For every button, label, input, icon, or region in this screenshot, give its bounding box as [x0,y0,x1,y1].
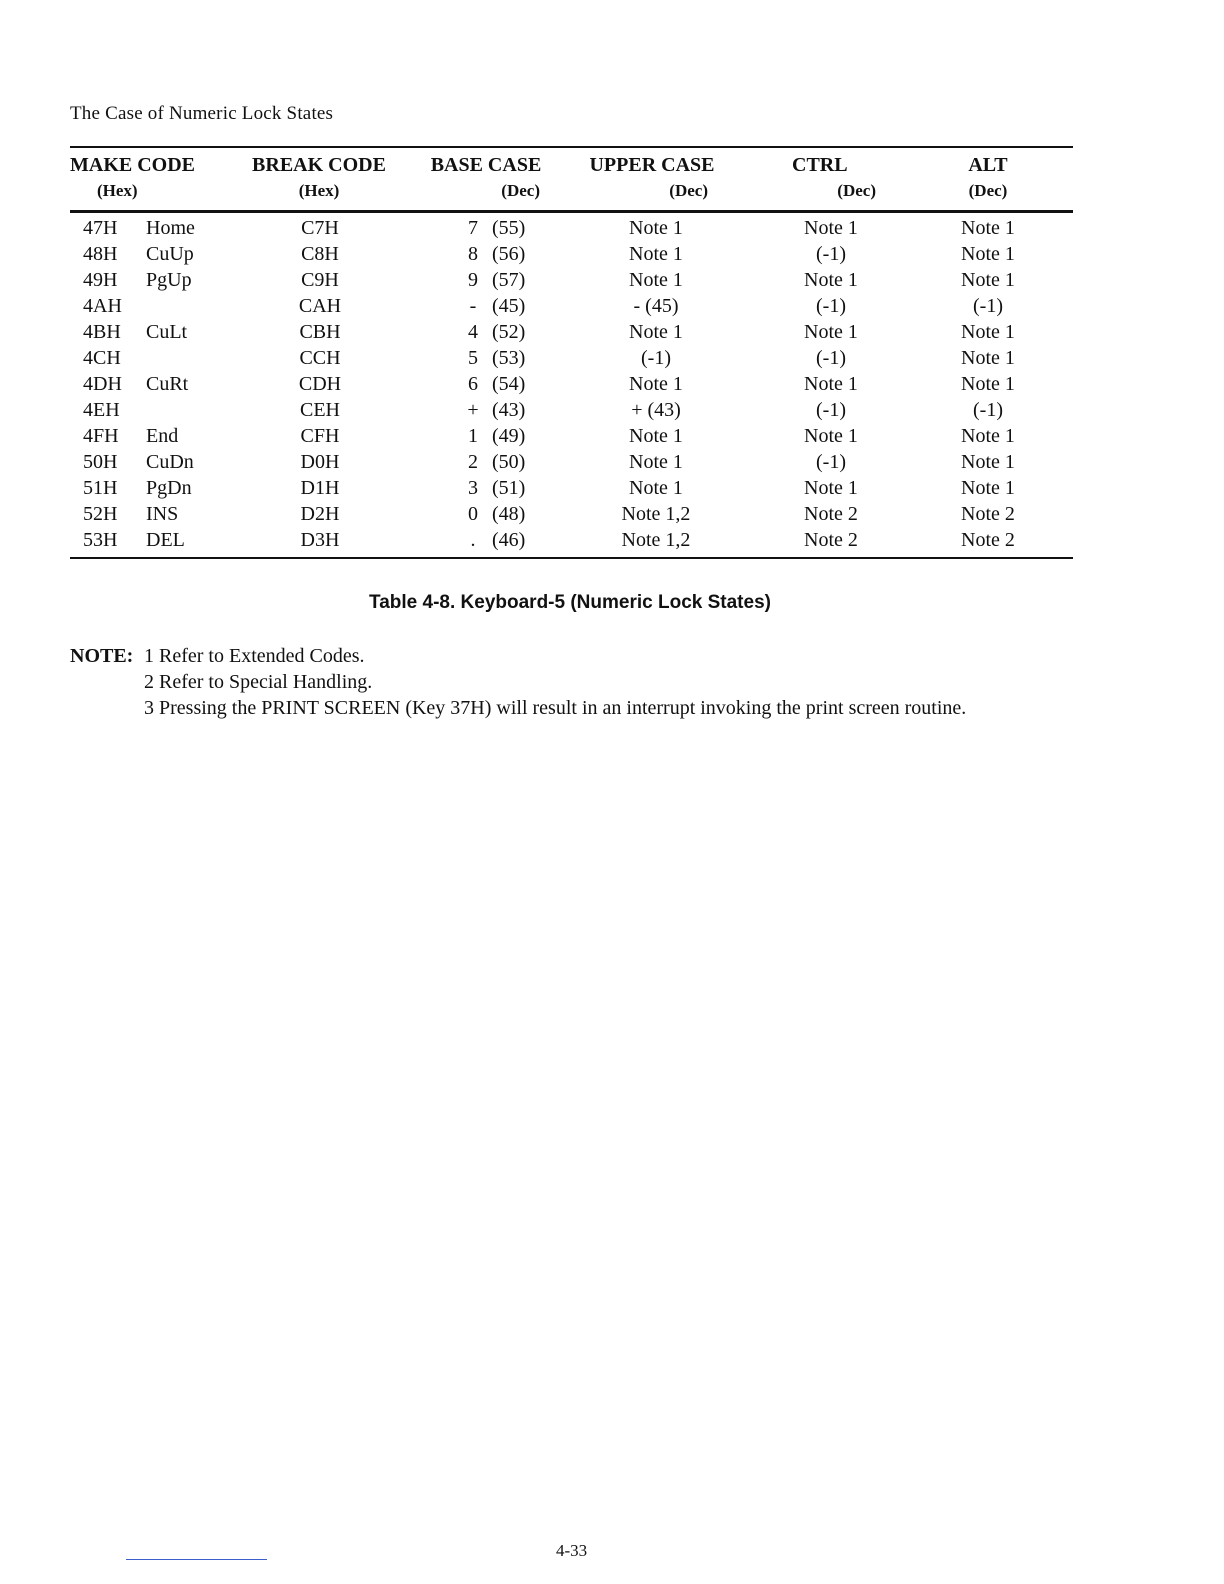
table-cell-brk: CEH [300,399,340,421]
column-header-make-code: MAKE CODE (Hex) [70,154,195,200]
column-header-alt: ALT (Dec) [968,154,1008,200]
table-top-rule [70,146,1073,148]
table-cell-alt: Note 1 [961,217,1015,239]
table-cell-alt: Note 1 [961,373,1015,395]
table-cell-code: 52H [83,503,118,525]
table-cell-code: 4BH [83,321,121,343]
table-cell-upper: Note 1 [629,373,683,395]
table-cell-brk: CBH [299,321,341,343]
table-cell-key: CuDn [146,451,194,473]
table-caption: Table 4-8. Keyboard-5 (Numeric Lock States) [369,592,771,613]
table-cell-ctrl: Note 2 [804,529,858,551]
table-cell-ctrl: (-1) [816,243,846,265]
table-cell-key: CuLt [146,321,188,343]
table-cell-code: 51H [83,477,118,499]
table-cell-code: 48H [83,243,118,265]
table-cell-brk: CAH [298,295,342,317]
column-header-break-code: BREAK CODE (Hex) [252,154,386,200]
column-header-ctrl: CTRL (Dec) [792,154,876,200]
table-cell-base-c: 3 [468,477,478,499]
table-cell-base-v: (53) [492,347,526,369]
note-item: 2 Refer to Special Handling. [144,671,373,693]
table-cell-ctrl: (-1) [816,295,846,317]
table-cell-key: CuRt [146,373,189,395]
table-cell-upper: Note 1 [629,425,683,447]
table-cell-alt: (-1) [973,295,1003,317]
table-cell-ctrl: Note 1 [804,425,858,447]
table-cell-base-c: 5 [468,347,478,369]
table-cell-base-c: + [467,399,479,421]
table-cell-base-v: (50) [492,451,526,473]
table-cell-brk: C7H [301,217,339,239]
table-cell-brk: D0H [300,451,340,473]
table-cell-ctrl: Note 1 [804,477,858,499]
note-item: 1 Refer to Extended Codes. [144,645,365,667]
table-cell-base-c: - [469,295,477,317]
column-header-base-case: BASE CASE (Dec) [430,154,542,200]
table-cell-brk: CDH [298,373,342,395]
table-cell-brk: CFH [300,425,340,447]
table-cell-code: 50H [83,451,118,473]
table-cell-ctrl: (-1) [816,399,846,421]
table-cell-key: PgDn [146,477,192,499]
table-cell-base-c: 4 [468,321,478,343]
table-cell-ctrl: Note 1 [804,269,858,291]
table-cell-key: PgUp [146,269,192,291]
table-cell-key: Home [146,217,195,239]
table-cell-upper: Note 1 [629,477,683,499]
table-cell-base-c: 8 [468,243,478,265]
table-cell-base-c: 9 [468,269,478,291]
table-cell-base-v: (56) [492,243,526,265]
note-item: 3 Pressing the PRINT SCREEN (Key 37H) will result in an interrupt invoking the print screen routine. [144,697,967,719]
table-cell-upper: Note 1,2 [621,529,691,551]
table-cell-upper: Note 1,2 [621,503,691,525]
table-cell-base-v: (45) [492,295,526,317]
table-cell-brk: CCH [299,347,341,369]
table-header-rule [70,210,1073,213]
column-header-upper-case: UPPER CASE (Dec) [589,154,715,200]
table-cell-base-c: 6 [468,373,478,395]
table-cell-ctrl: (-1) [816,451,846,473]
table-cell-code: 4DH [83,373,122,395]
table-cell-code: 4FH [83,425,119,447]
table-cell-key: INS [146,503,179,525]
table-cell-upper: (-1) [641,347,671,369]
table-cell-brk: D2H [300,503,340,525]
table-cell-alt: Note 1 [961,477,1015,499]
table-cell-code: 53H [83,529,118,551]
table-cell-brk: C8H [301,243,339,265]
table-cell-ctrl: Note 1 [804,321,858,343]
table-cell-code: 4EH [83,399,120,421]
table-cell-alt: Note 2 [961,529,1015,551]
table-cell-key: CuUp [146,243,194,265]
table-cell-upper: Note 1 [629,217,683,239]
table-cell-base-v: (51) [492,477,526,499]
table-cell-alt: Note 1 [961,451,1015,473]
table-cell-alt: Note 1 [961,347,1015,369]
page-number: 4-33 [556,1541,588,1560]
table-cell-upper: Note 1 [629,243,683,265]
table-cell-upper: Note 1 [629,321,683,343]
table-cell-code: 47H [83,217,118,239]
table-cell-code: 49H [83,269,118,291]
notes-label: NOTE: [70,645,134,667]
table-cell-base-c: 1 [468,425,478,447]
table-cell-ctrl: Note 1 [804,217,858,239]
table-cell-key: End [146,425,179,447]
table-cell-upper: Note 1 [629,269,683,291]
table-cell-brk: D1H [300,477,340,499]
table-cell-base-c: 7 [468,217,478,239]
table-cell-alt: Note 1 [961,269,1015,291]
table-cell-base-v: (43) [492,399,526,421]
page-heading: The Case of Numeric Lock States [70,103,334,124]
table-cell-code: 4AH [83,295,122,317]
table-cell-brk: D3H [300,529,340,551]
table-cell-key: DEL [146,529,185,551]
table-cell-base-v: (54) [492,373,526,395]
table-cell-base-v: (57) [492,269,526,291]
table-cell-upper: Note 1 [629,451,683,473]
table-cell-alt: (-1) [973,399,1003,421]
table-cell-upper: - (45) [633,295,679,317]
table-cell-base-v: (52) [492,321,526,343]
table-cell-base-v: (55) [492,217,526,239]
table-cell-code: 4CH [83,347,121,369]
table-cell-brk: C9H [301,269,339,291]
table-cell-alt: Note 2 [961,503,1015,525]
table-cell-ctrl: Note 1 [804,373,858,395]
table-cell-base-v: (48) [492,503,526,525]
table-cell-base-c: 2 [468,451,478,473]
footer-link-line [126,1559,267,1560]
table-bottom-rule [70,557,1073,559]
table-cell-alt: Note 1 [961,321,1015,343]
table-cell-alt: Note 1 [961,425,1015,447]
table-cell-upper: + (43) [631,399,681,421]
table-cell-base-c: . [470,529,476,551]
table-cell-ctrl: Note 2 [804,503,858,525]
table-cell-base-v: (46) [492,529,526,551]
table-cell-ctrl: (-1) [816,347,846,369]
table-cell-base-c: 0 [468,503,478,525]
table-cell-alt: Note 1 [961,243,1015,265]
table-cell-base-v: (49) [492,425,526,447]
